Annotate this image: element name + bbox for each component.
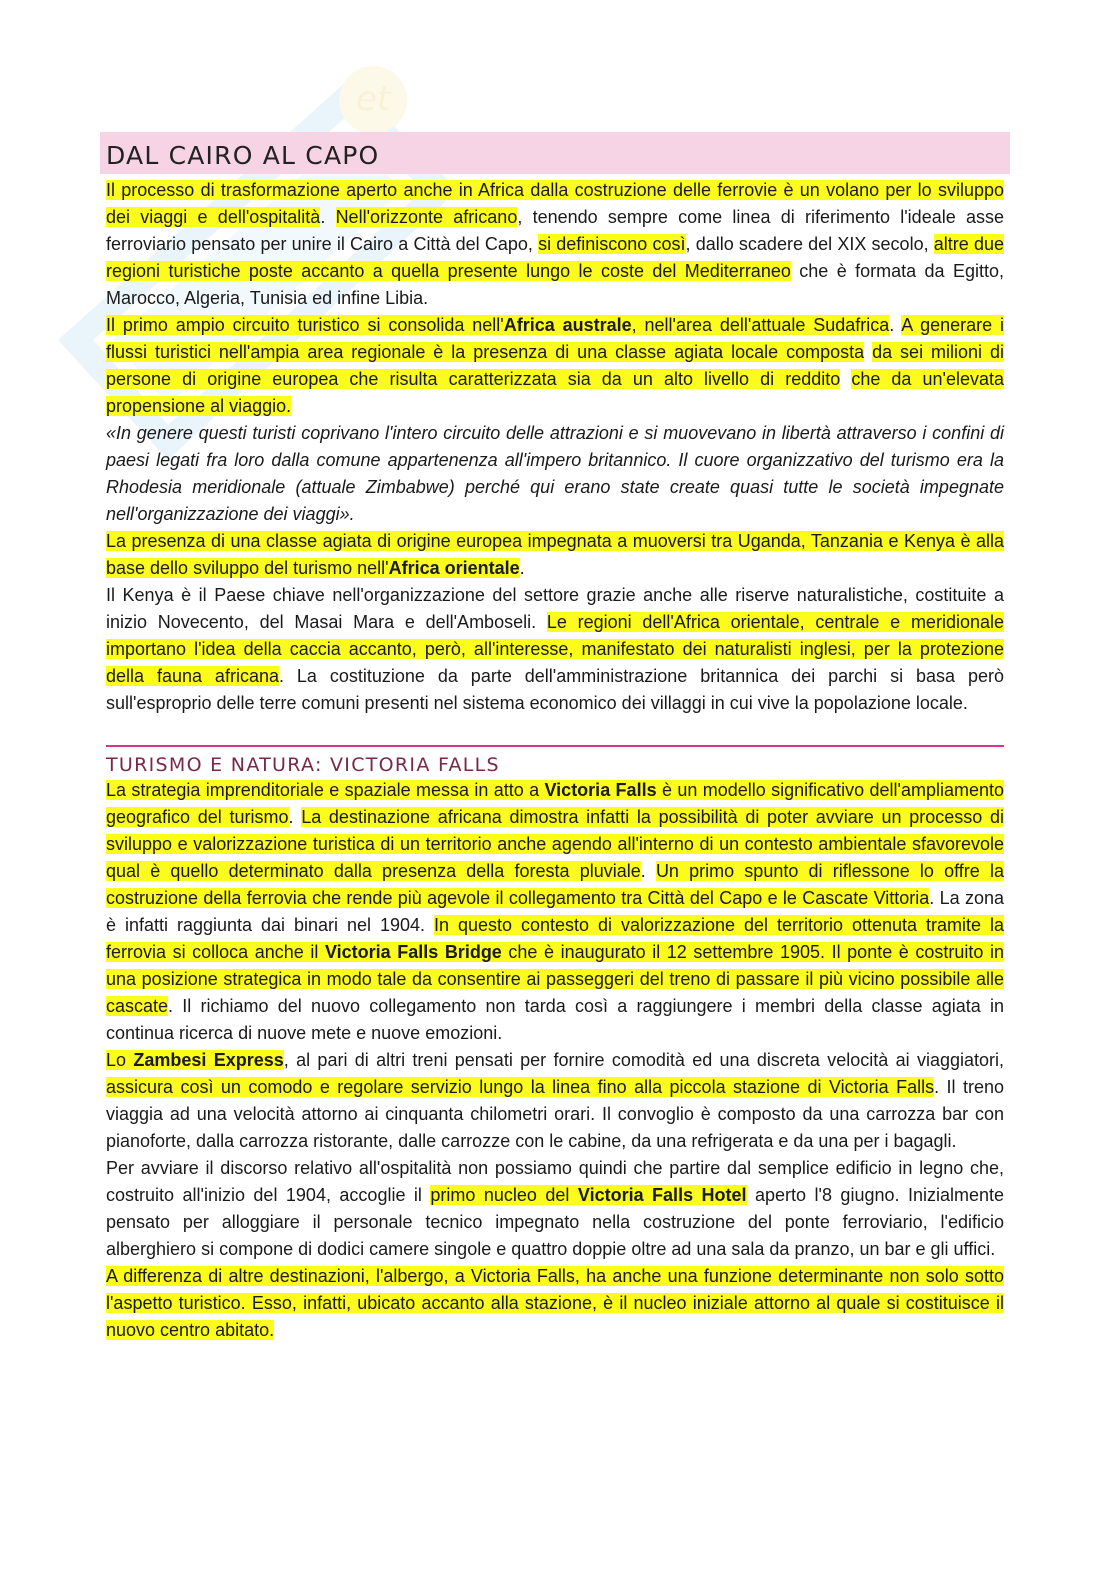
- paragraph: La presenza di una classe agiata di origine europea impegnata a muoversi tra Uganda, Tanzania e Kenya è alla base dello sviluppo del turismo nell'Africa orientale.: [106, 531, 1004, 578]
- watermark-text: et: [356, 79, 391, 119]
- heading-bar: [100, 132, 1010, 174]
- section-title: DAL CAIRO AL CAPO: [106, 140, 380, 170]
- paragraph: Il primo ampio circuito turistico si consolida nell'Africa australe, nell'area dell'attuale Sudafrica. A generare i flussi turistici nell'ampia area regionale è la presenza di una classe agiata locale composta da sei milioni di persone di origine europea che risulta caratterizzata sia da un alto livello di reddito che da un'elevata propensione al viaggio.: [106, 315, 1005, 416]
- paragraph: A differenza di altre destinazioni, l'albergo, a Victoria Falls, ha anche una funzione determinante non solo sotto l'aspetto turistico. Esso, infatti, ubicato accanto alla stazione, è il nucleo iniziale attorno al quale si costituisce il nuovo centro abitato.: [106, 1266, 1004, 1340]
- paragraph: La strategia imprenditoriale e spaziale messa in atto a Victoria Falls è un modello significativo dell'ampliamento geografico del turismo. La destinazione africana dimostra infatti la possibilità di poter avviare un processo di sviluppo e valorizzazione turistica di un territorio anche agendo all'interno di un contesto ambientale sfavorevole qual è quello determinato dalla presenza della foresta pluviale. Un primo spunto di riflessone lo offre la costruzione della ferrovia che rende più agevole il collegamento tra Città del Capo e le Cascate Vittoria. La zona è infatti raggiunta dai binari nel 1904. In questo contesto di valorizzazione del territorio ottenuta tramite la ferrovia si colloca anche il Victoria Falls Bridge che è inaugurato il 12 settembre 1905. Il ponte è costruito in una posizione strategica in modo tale da consentire ai passeggeri del treno di passare il più vicino possibile alle cascate. Il richiamo del nuovo collegamento non tarda così a raggiungere i membri della classe agiata in continua ricerca di nuove mete e nuove emozioni.: [106, 780, 1005, 1043]
- paragraph: Lo Zambesi Express, al pari di altri treni pensati per fornire comodità ed una discreta velocità ai viaggiatori, assicura così un comodo e regolare servizio lungo la linea fino alla piccola stazione di Victoria Falls. Il treno viaggia ad una velocità attorno ai cinquanta chilometri orari. Il convoglio è composto da una carrozza bar con pianoforte, dalla carrozza ristorante, dalle carrozze con le cabine, da una refrigerata e da una per i bagagli.: [106, 1050, 1004, 1151]
- section-title-2: TURISMO E NATURA: VICTORIA FALLS: [106, 754, 500, 776]
- section-divider: [106, 745, 1004, 747]
- paragraph: Il processo di trasformazione aperto anche in Africa dalla costruzione delle ferrovie è un volano per lo sviluppo dei viaggi e dell'ospitalità. Nell'orizzonte africano, tenendo sempre come linea di riferimento l'ideale asse ferroviario pensato per unire il Cairo a Città del Capo, si definiscono così, dallo scadere del XIX secolo, altre due regioni turistiche poste accanto a quella presente lungo le coste del Mediterraneo che è formata da Egitto, Marocco, Algeria, Tunisia ed infine Libia.: [106, 180, 1004, 308]
- quote-paragraph: «In genere questi turisti coprivano l'intero circuito delle attrazioni e si muovevano in libertà attraverso i confini di paesi legati fra loro dalla comune appartenenza all'impero britannico. Il cuore organizzativo del turismo era la Rhodesia meridionale (attuale Zimbabwe) perché qui erano state create quasi tutte le società impegnate nell'organizzazione dei viaggi».: [106, 423, 1004, 524]
- document-page: [106, 132, 1004, 1344]
- paragraph: Per avviare il discorso relativo all'ospitalità non possiamo quindi che partire dal semplice edificio in legno che, costruito all'inizio del 1904, accoglie il primo nucleo del Victoria Falls Hotel aperto l'8 giugno. Inizialmente pensato per alloggiare il personale tecnico impegnato nella costruzione del ponte ferroviario, l'edificio alberghiero si compone di dodici camere singole e quattro doppie oltre ad una sala da pranzo, un bar e gli uffici.: [106, 1158, 1005, 1259]
- paragraph: Il Kenya è il Paese chiave nell'organizzazione del settore grazie anche alle riserve naturalistiche, costituite a inizio Novecento, del Masai Mara e dell'Amboseli. Le regioni dell'Africa orientale, centrale e meridionale importano l'idea della caccia accanto, però, all'interesse, manifestato dei naturalisti inglesi, per la protezione della fauna africana. La costituzione da parte dell'amministrazione britannica dei parchi si basa però sull'esproprio delle terre comuni presenti nel sistema economico dei villaggi in cui vive la popolazione locale.: [106, 585, 1004, 713]
